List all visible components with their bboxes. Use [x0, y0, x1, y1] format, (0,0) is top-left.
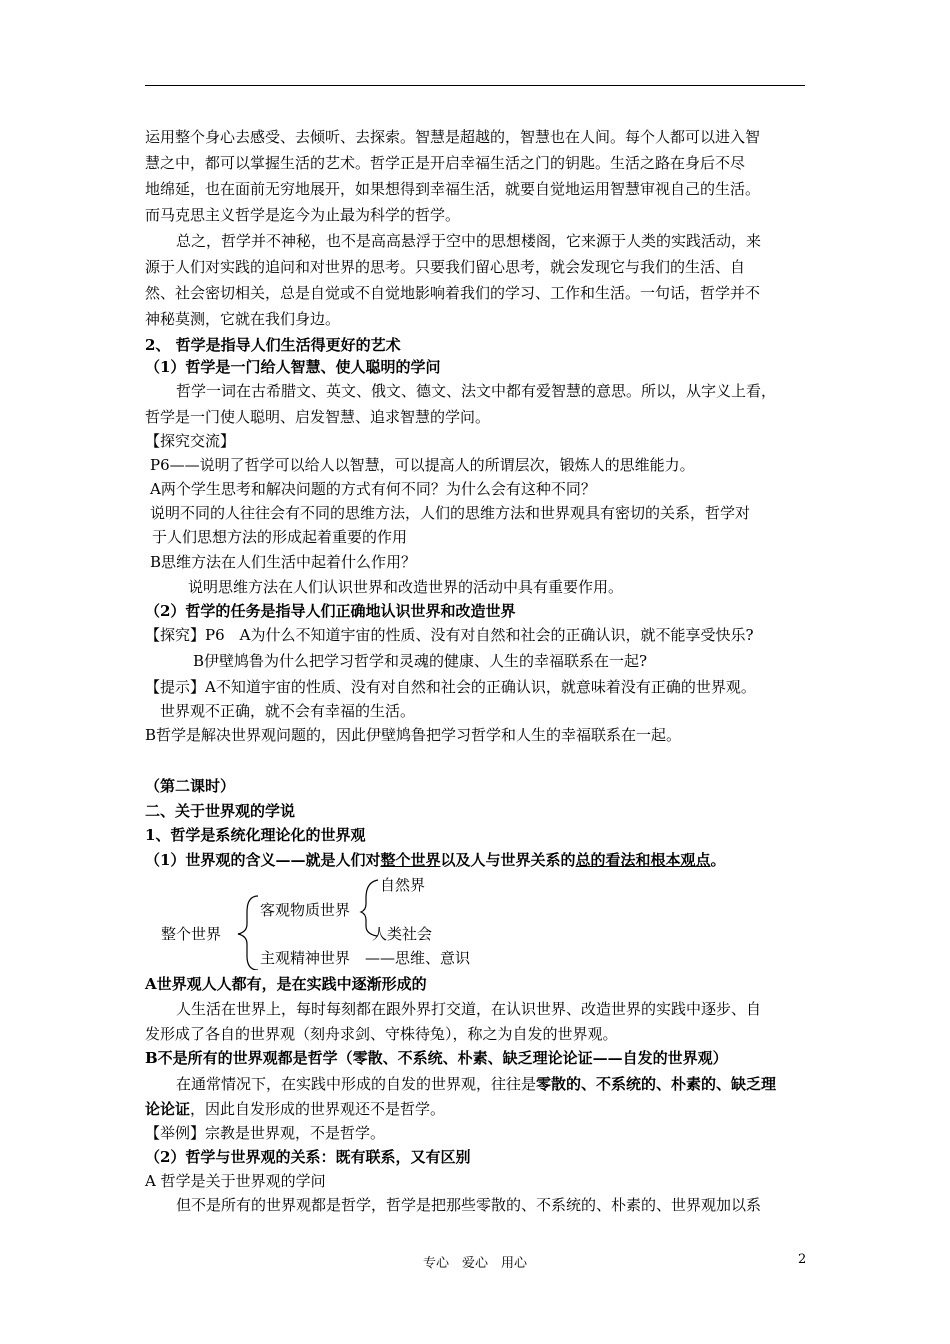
header-rule	[145, 85, 805, 86]
paragraph-line: 总之，哲学并不神秘，也不是高高悬浮于空中的思想楼阁，它来源于人类的实践活动，来	[176, 232, 762, 250]
definition-text: （1）世界观的含义——就是人们对	[145, 851, 381, 869]
definition-text: 。	[710, 851, 726, 869]
explore-line: 【探究】P6 A为什么不知道宇宙的性质、没有对自然和社会的正确认识，就不能享受快乐?	[145, 626, 754, 644]
definition-text: 以及人与世界关系的	[440, 851, 576, 869]
answer-line: 说明思维方法在人们认识世界和改造世界的活动中具有重要作用。	[188, 578, 624, 596]
paragraph-bold: 论论证	[145, 1100, 191, 1118]
paragraph-bold: 零散的、不系统的、朴素的、缺乏理	[536, 1075, 777, 1093]
answer-line: 于人们思想方法的形成起着重要的作用	[152, 528, 408, 546]
definition-underline: 总的看法和根本观点	[575, 851, 711, 869]
tree-objective: 客观物质世界	[260, 901, 351, 919]
definition-line	[145, 850, 805, 870]
explore-tag: 【探究交流】	[145, 432, 236, 450]
paragraph-line: 慧之中，都可以掌握生活的艺术。哲学正是开启幸福生活之门的钥匙。生活之路在身后不尽	[145, 154, 746, 172]
paragraph-line: P6——说明了哲学可以给人以智慧，可以提高人的所谓层次，锻炼人的思维能力。	[150, 456, 695, 474]
point-heading: A 哲学是关于世界观的学问	[145, 1172, 326, 1190]
paragraph-line	[176, 1074, 806, 1094]
tree-subjective: 主观精神世界 ——思维、意识	[260, 949, 471, 967]
paragraph-line: 然、社会密切相关，总是自觉或不自觉地影响着我们的学习、工作和生活。一句话，哲学并不	[145, 284, 761, 302]
paragraph-line: 地绵延，也在面前无穷地展开，如果想得到幸福生活，就要自觉地运用智慧审视自己的生活。	[145, 180, 761, 198]
paragraph-line: 哲学一词在古希腊文、英文、俄文、德文、法文中都有爱智慧的意思。所以，从字义上看，	[176, 382, 777, 400]
subsection-heading: （2）哲学的任务是指导人们正确地认识世界和改造世界	[145, 602, 516, 620]
hint-line: B哲学是解决世界观问题的，因此伊壁鸠鲁把学习哲学和人生的幸福联系在一起。	[145, 726, 682, 744]
paragraph-line	[145, 1099, 805, 1119]
paragraph-line: 发形成了各自的世界观（刻舟求剑、守株待兔），称之为自发的世界观。	[145, 1025, 618, 1043]
section-heading: 二、关于世界观的学说	[145, 802, 296, 820]
lesson-marker: （第二课时）	[145, 777, 236, 795]
tree-root: 整个世界	[161, 925, 222, 943]
paragraph-line: 哲学是一门使人聪明、启发智慧、追求智慧的学问。	[145, 408, 491, 426]
section-heading: 1、哲学是系统化理论化的世界观	[145, 826, 366, 844]
hint-line: 世界观不正确，就不会有幸福的生活。	[160, 702, 416, 720]
section-heading: 2、 哲学是指导人们生活得更好的艺术	[145, 336, 401, 354]
paragraph-line: 但不是所有的世界观都是哲学，哲学是把那些零散的、不系统的、朴素的、世界观加以系	[176, 1196, 762, 1214]
subsection-heading: （1）哲学是一门给人智慧、使人聪明的学问	[145, 358, 441, 376]
paragraph-line: 运用整个身心去感受、去倾听、去探索。智慧是超越的，智慧也在人间。每个人都可以进入智	[145, 128, 761, 146]
paragraph-text: ，因此自发形成的世界观还不是哲学。	[190, 1100, 446, 1118]
page-number: 2	[798, 1252, 807, 1267]
page-footer: 专心 爱心 用心	[422, 1256, 527, 1271]
example-line: 【举例】宗教是世界观，不是哲学。	[145, 1124, 386, 1142]
point-heading: A世界观人人都有，是在实践中逐渐形成的	[145, 975, 427, 993]
question-a: A两个学生思考和解决问题的方式有何不同？为什么会有这种不同？	[150, 480, 596, 498]
answer-line: 说明不同的人往往会有不同的思维方法，人们的思维方法和世界观具有密切的关系，哲学对	[150, 504, 751, 522]
explore-line: B伊壁鸠鲁为什么把学习哲学和灵魂的健康、人生的幸福联系在一起?	[193, 652, 648, 670]
paragraph-text: 在通常情况下，在实践中形成的自发的世界观，往往是	[176, 1075, 537, 1093]
tree-nature: 自然界	[380, 876, 426, 894]
paragraph-line: 人生活在世界上，每时每刻都在跟外界打交道，在认识世界、改造世界的实践中逐步、自	[176, 1000, 762, 1018]
paragraph-line: 而马克思主义哲学是迄今为止最为科学的哲学。	[145, 206, 461, 224]
paragraph-line: 源于人们对实践的追问和对世界的思考。只要我们留心思考，就会发现它与我们的生活、自	[145, 258, 746, 276]
subsection-heading: （2）哲学与世界观的关系：既有联系，又有区别	[145, 1148, 471, 1166]
paragraph-line: 神秘莫测，它就在我们身边。	[145, 310, 341, 328]
definition-underline: 整个世界	[380, 851, 441, 869]
tree-brackets	[150, 870, 550, 970]
question-b: B思维方法在人们生活中起着什么作用？	[150, 553, 417, 571]
world-tree-diagram	[150, 870, 550, 970]
point-heading: B不是所有的世界观都是哲学（零散、不系统、朴素、缺乏理论论证——自发的世界观）	[145, 1049, 728, 1067]
tree-society: 人类社会	[372, 925, 433, 943]
hint-line: 【提示】A不知道宇宙的性质、没有对自然和社会的正确认识，就意味着没有正确的世界观。	[145, 678, 756, 696]
